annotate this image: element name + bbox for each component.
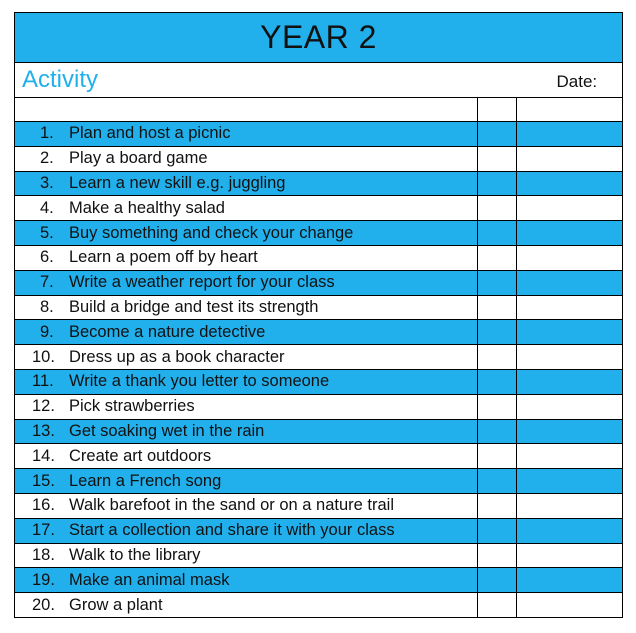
check-cell[interactable] bbox=[478, 245, 517, 270]
activity-number: 7. bbox=[40, 273, 54, 292]
check-cell[interactable] bbox=[478, 593, 517, 618]
title-row bbox=[15, 13, 623, 63]
table-row bbox=[15, 469, 623, 494]
check-cell[interactable] bbox=[478, 221, 517, 246]
activity-cell bbox=[15, 295, 478, 320]
date-cell[interactable] bbox=[517, 221, 623, 246]
activity-cell bbox=[15, 493, 478, 518]
blank-cell bbox=[15, 98, 478, 122]
activity-label: Make a healthy salad bbox=[69, 198, 225, 217]
date-cell[interactable] bbox=[517, 146, 623, 171]
check-cell[interactable] bbox=[478, 122, 517, 147]
activity-number: 1. bbox=[40, 124, 54, 143]
activity-cell bbox=[15, 543, 478, 568]
activity-label: Start a collection and share it with your class bbox=[69, 521, 395, 540]
table-row bbox=[15, 493, 623, 518]
table-row bbox=[15, 518, 623, 543]
check-cell[interactable] bbox=[478, 295, 517, 320]
activity-number: 14. bbox=[32, 446, 55, 465]
activity-label: Learn a French song bbox=[69, 471, 222, 490]
table-row bbox=[15, 245, 623, 270]
activity-number: 20. bbox=[32, 595, 55, 614]
date-cell[interactable] bbox=[517, 444, 623, 469]
table-row bbox=[15, 419, 623, 444]
activity-cell bbox=[15, 394, 478, 419]
date-cell[interactable] bbox=[517, 543, 623, 568]
date-cell[interactable] bbox=[517, 518, 623, 543]
check-cell[interactable] bbox=[478, 369, 517, 394]
check-cell[interactable] bbox=[478, 146, 517, 171]
table-row bbox=[15, 593, 623, 618]
activity-cell bbox=[15, 320, 478, 345]
blank-row bbox=[15, 98, 623, 122]
table-row bbox=[15, 270, 623, 295]
table-row bbox=[15, 394, 623, 419]
date-heading: Date: bbox=[517, 63, 623, 98]
activity-number: 2. bbox=[40, 149, 54, 168]
activity-label: Dress up as a book character bbox=[69, 347, 285, 366]
activity-label: Write a thank you letter to someone bbox=[69, 372, 330, 391]
activity-label: Walk barefoot in the sand or on a nature trail bbox=[69, 496, 394, 515]
activity-label: Grow a plant bbox=[69, 595, 163, 614]
activity-cell bbox=[15, 369, 478, 394]
activity-cell bbox=[15, 221, 478, 246]
header-row bbox=[15, 63, 623, 98]
activity-label: Learn a poem off by heart bbox=[69, 248, 258, 267]
check-cell[interactable] bbox=[478, 568, 517, 593]
activity-number: 8. bbox=[40, 297, 54, 316]
table-row bbox=[15, 171, 623, 196]
activity-cell bbox=[15, 122, 478, 147]
activity-heading: Activity bbox=[15, 63, 517, 98]
activity-cell bbox=[15, 444, 478, 469]
date-cell[interactable] bbox=[517, 196, 623, 221]
table-row bbox=[15, 221, 623, 246]
activity-number: 5. bbox=[40, 223, 54, 242]
activity-label: Learn a new skill e.g. juggling bbox=[69, 173, 286, 192]
activity-number: 17. bbox=[32, 521, 55, 540]
activity-cell bbox=[15, 419, 478, 444]
activity-number: 15. bbox=[32, 471, 55, 490]
activity-cell bbox=[15, 245, 478, 270]
date-cell[interactable] bbox=[517, 419, 623, 444]
activity-number: 12. bbox=[32, 397, 55, 416]
table-row bbox=[15, 345, 623, 370]
activity-number: 16. bbox=[32, 496, 55, 515]
check-cell[interactable] bbox=[478, 419, 517, 444]
activity-checklist-table bbox=[14, 12, 623, 618]
activity-number: 3. bbox=[40, 173, 54, 192]
check-cell[interactable] bbox=[478, 270, 517, 295]
activity-number: 11. bbox=[32, 372, 54, 391]
activity-cell bbox=[15, 469, 478, 494]
page-title: YEAR 2 bbox=[15, 13, 623, 63]
activity-number: 18. bbox=[32, 545, 55, 564]
activity-label: Write a weather report for your class bbox=[69, 273, 335, 292]
activity-label: Plan and host a picnic bbox=[69, 124, 231, 143]
blank-date-cell[interactable] bbox=[517, 98, 623, 122]
activity-number: 10. bbox=[32, 347, 55, 366]
date-cell[interactable] bbox=[517, 469, 623, 494]
date-cell[interactable] bbox=[517, 270, 623, 295]
activity-cell bbox=[15, 593, 478, 618]
activity-label: Play a board game bbox=[69, 149, 208, 168]
date-cell[interactable] bbox=[517, 245, 623, 270]
activity-label: Make an animal mask bbox=[69, 570, 230, 589]
check-cell[interactable] bbox=[478, 196, 517, 221]
check-cell[interactable] bbox=[478, 320, 517, 345]
activity-label: Buy something and check your change bbox=[69, 223, 354, 242]
check-cell[interactable] bbox=[478, 171, 517, 196]
activity-number: 9. bbox=[40, 322, 54, 341]
activity-number: 4. bbox=[40, 198, 54, 217]
blank-check-cell[interactable] bbox=[478, 98, 517, 122]
check-cell[interactable] bbox=[478, 444, 517, 469]
table-row bbox=[15, 369, 623, 394]
activity-label: Create art outdoors bbox=[69, 446, 212, 465]
activity-cell bbox=[15, 345, 478, 370]
table-row bbox=[15, 295, 623, 320]
table-row bbox=[15, 320, 623, 345]
table-row bbox=[15, 196, 623, 221]
activity-label: Pick strawberries bbox=[69, 397, 195, 416]
date-cell[interactable] bbox=[517, 320, 623, 345]
date-cell[interactable] bbox=[517, 493, 623, 518]
check-cell[interactable] bbox=[478, 518, 517, 543]
activity-number: 6. bbox=[40, 248, 54, 267]
date-cell[interactable] bbox=[517, 345, 623, 370]
table-row bbox=[15, 444, 623, 469]
activity-label: Build a bridge and test its strength bbox=[69, 297, 319, 316]
activity-cell bbox=[15, 196, 478, 221]
date-cell[interactable] bbox=[517, 394, 623, 419]
table-row bbox=[15, 568, 623, 593]
activity-label: Walk to the library bbox=[69, 545, 201, 564]
activity-cell bbox=[15, 146, 478, 171]
activity-number: 19. bbox=[32, 570, 55, 589]
table-row bbox=[15, 543, 623, 568]
table-row bbox=[15, 122, 623, 147]
date-cell[interactable] bbox=[517, 171, 623, 196]
check-cell[interactable] bbox=[478, 543, 517, 568]
check-cell[interactable] bbox=[478, 493, 517, 518]
activity-cell bbox=[15, 270, 478, 295]
activity-cell bbox=[15, 171, 478, 196]
date-cell[interactable] bbox=[517, 568, 623, 593]
table-row bbox=[15, 146, 623, 171]
date-cell[interactable] bbox=[517, 593, 623, 618]
activity-cell bbox=[15, 568, 478, 593]
date-cell[interactable] bbox=[517, 295, 623, 320]
check-cell[interactable] bbox=[478, 469, 517, 494]
activity-label: Become a nature detective bbox=[69, 322, 266, 341]
date-cell[interactable] bbox=[517, 122, 623, 147]
activity-cell bbox=[15, 518, 478, 543]
activity-number: 13. bbox=[32, 421, 55, 440]
activity-label: Get soaking wet in the rain bbox=[69, 421, 265, 440]
check-cell[interactable] bbox=[478, 345, 517, 370]
date-cell[interactable] bbox=[517, 369, 623, 394]
check-cell[interactable] bbox=[478, 394, 517, 419]
